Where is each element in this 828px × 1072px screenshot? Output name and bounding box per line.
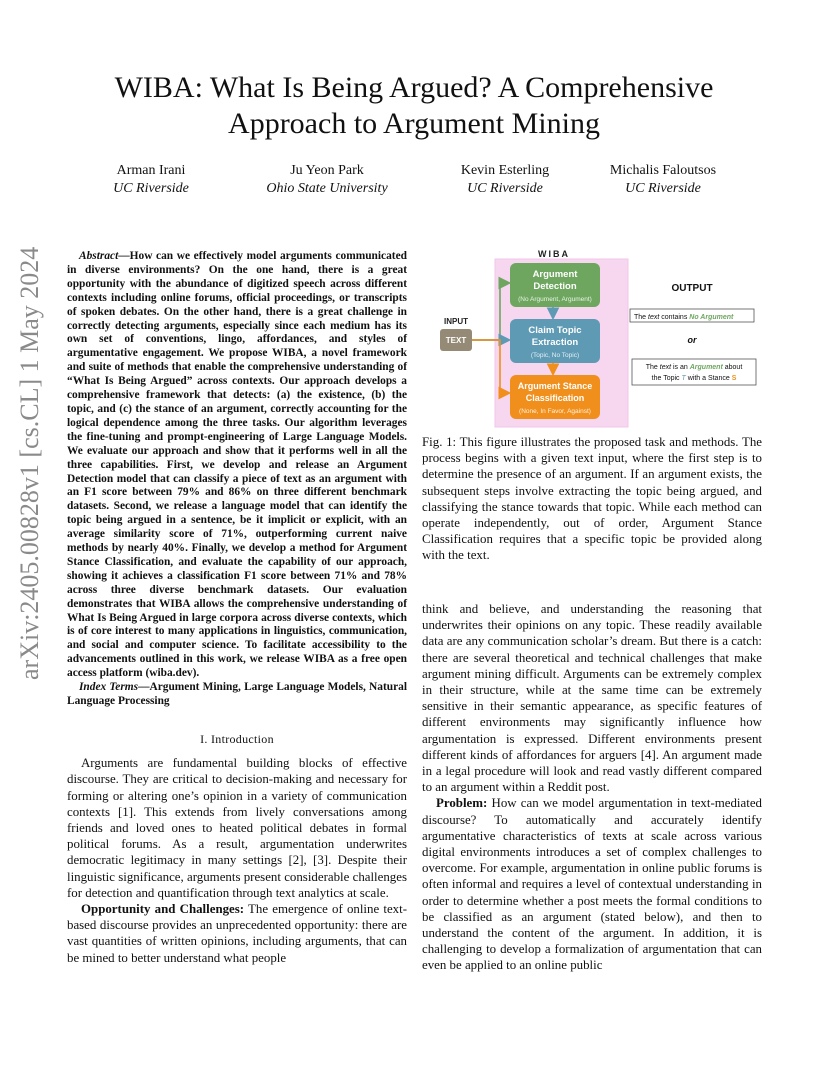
right-column [422, 601, 762, 974]
input-label: INPUT [444, 317, 468, 326]
abstract-body: —How can we effectively model arguments communicated in diverse environments? On the one hand, there is a great opportunity with the abundance of digitized speech across different contexts including online forums, official proceedings, or transcripts of spoken debates. On the other hand, there is a great challenge in correctly detecting arguments, especially since each medium has its own set of conventions, lingo, affordances, and styles of argumentative engagement. We propose WIBA, a novel framework and suite of methods that enable the comprehensive understanding of “What Is Being Argued” across contexts. Our approach develops a comprehensive framework that detects: (a) the existence, (b) the topic, and (c) the stance of an argument, correctly accounting for the logical dependence among the three tasks. Our algorithm leverages the fine-tuning and prompt-engineering of Large Language Models. We evaluate our approach and show that it performs well in all the three capabilities. First, we develop and release an Argument Detection model that can classify a piece of text as an argument with an F1 score between 79% and 86% on three different benchmark datasets. Second, we release a language model that can identify the topic being argued in a sentence, be it implicit or explicit, with an average similarity score of 71%, outperforming current naive methods by nearly 40%. Finally, we develop a method for Argument Stance Classification, and evaluate the capability of our approach, showing it achieves a classification F1 score between 71% and 78% across three diverse benchmark datasets. Our evaluation demonstrates that WIBA allows the comprehensive understanding of What Is Being Argued in large corpora across diverse contexts, which is of core interest to many applications in linguistics, communication, and social and computer science. To facilitate accessibility to the advancements outlined in this work, we release WIBA as a free open access platform (wiba.dev). [67, 250, 407, 680]
right-paragraph-2 [422, 795, 762, 973]
author-name: Ju Yeon Park [290, 163, 364, 178]
index-terms-body: —Argument Mining, Large Language Models, Natural Language Processing [67, 681, 407, 707]
paper-title: WIBA: What Is Being Argued? A Comprehensive Approach to Argument Mining [114, 71, 714, 140]
paragraph-lead: Problem: [436, 796, 488, 811]
stance-title-line: Argument Stance [517, 381, 593, 391]
author-name: Arman Irani [116, 163, 186, 178]
figure-title: WIBA [538, 249, 570, 259]
author-name: Michalis Faloutsos [609, 163, 717, 178]
wiba-diagram [420, 245, 770, 430]
index-terms [67, 681, 407, 709]
topic-title-line: Claim Topic [528, 325, 582, 336]
author-4 [573, 162, 753, 198]
detection-title-line: Detection [533, 281, 577, 292]
figure-1 [420, 245, 770, 430]
output-no-argument-text: The text contains No Argument [634, 314, 734, 321]
author-1 [61, 162, 241, 198]
output-label: OUTPUT [671, 283, 713, 294]
detection-title-line: Argument [532, 269, 578, 280]
left-column [67, 250, 407, 966]
arxiv-identifier: arXiv:2405.00828v1 [cs.CL] 1 May 2024 [15, 246, 44, 680]
paragraph-body: The emergence of online text-based discourse provides an unprecedented opportunity: there are vast quantities of written opinions, including arguments, that can be mined to better understand what people [67, 901, 407, 965]
output-argument-line-1: The text is an Argument about [645, 364, 743, 371]
paragraph-body: How can we model argumentation in text-mediated discourse? To automatically and accurately identify argumentative characteristics of texts at scale across various digital environments introduces a set of complex challenges to overcome. For example, argumentation in online public forums is often informal and requires a level of contextual understanding in order to determine whether a post meets the formal conditions to be classified as an argument (stated below), and then to understand the content of the argument. In addition, it is challenging to develop a formalization of argumentation that can even be applied to an online public [422, 796, 762, 973]
text-input-label: TEXT [445, 336, 467, 345]
author-affiliation: UC Riverside [467, 181, 543, 196]
topic-sub: (Topic, No Topic) [530, 352, 580, 359]
abstract-lead: Abstract [79, 250, 119, 262]
author-2 [237, 162, 417, 198]
author-affiliation: UC Riverside [625, 181, 701, 196]
section-heading: I. Introduction [200, 731, 274, 746]
author-affiliation: Ohio State University [266, 181, 388, 196]
paragraph-lead: Opportunity and Challenges: [81, 901, 245, 916]
index-terms-lead: Index Terms [79, 681, 139, 694]
detection-sub: (No Argument, Argument) [518, 296, 592, 303]
intro-paragraph-1: Arguments are fundamental building blocks of effective discourse. They are critical to decision-making and necessary for forming or altering one’s opinion in a variety of communication contexts [1]. This extends from lively conversations among friends and loved ones to heated political debates in formal political forums. As a result, argumentation underwrites democratic legitimacy in many settings [2], [3]. Despite their linguistic significance, arguments present considerable challenges for detection and quantification through text analytics at scale. [67, 756, 407, 900]
abstract [67, 250, 407, 681]
stance-sub: (None, In Favor, Against) [519, 408, 591, 415]
stance-title-line: Classification [525, 393, 585, 403]
right-paragraph-1: think and believe, and understanding the reasoning that underwrites their opinions on any topic. These readily available data are any communication scholar’s dream. But there is a catch: there are several theoretical and technical challenges that make argument mining difficult. Arguments can be extremely complex in their structure, while at the same time can be extremely sensitive in their semantic appearance, as specific features of different environments may significantly influence how argumentation is expressed. Different environments present different kinds of affordances for arguers [4]. An argument made in a legal procedure will look and read vastly different compared to an argument within a Reddit post. [422, 602, 762, 795]
or-label: or [687, 335, 697, 345]
intro-paragraph-2 [67, 901, 407, 966]
author-name: Kevin Esterling [460, 163, 550, 178]
output-argument-line-2: the Topic T with a Stance S [651, 375, 737, 382]
figure-caption: Fig. 1: This figure illustrates the proposed task and methods. The process begins with a given text input, where the first step is to determine the presence of an argument. If an argument exists, the subsequent steps involve extracting the topic being argued, and classifying the stance towards that topic. While each method can operate independently, out of order, Argument Stance Classification requires that a specific topic be provided along with the text. [422, 435, 762, 563]
author-3 [415, 162, 595, 198]
topic-title-line: Extraction [531, 337, 579, 348]
author-affiliation: UC Riverside [113, 181, 189, 196]
